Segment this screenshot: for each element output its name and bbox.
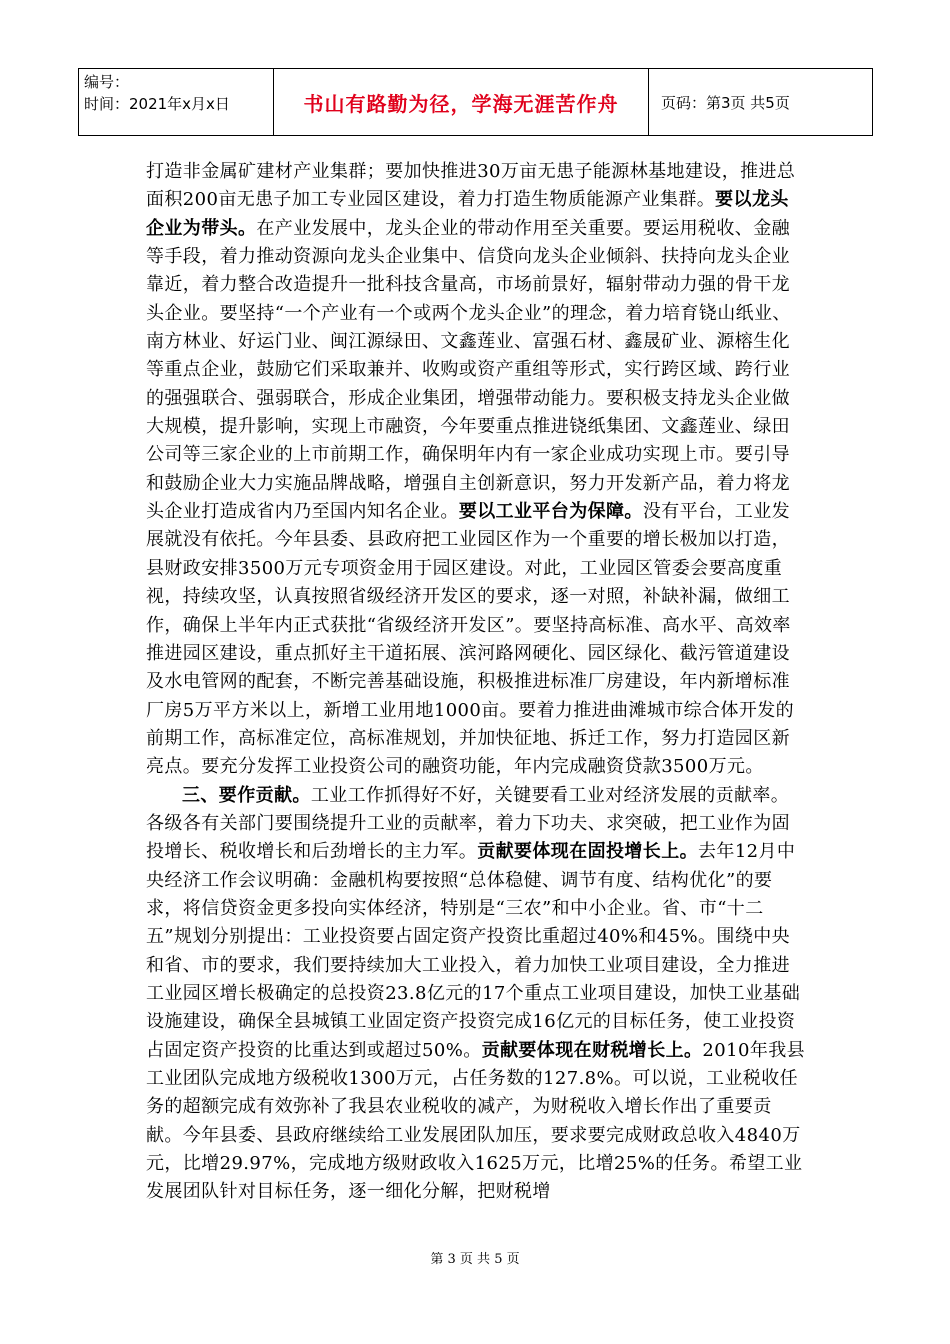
paragraph-1 [146, 158, 806, 782]
text-run: 2010年我县工业团队完成地方级税收1300万元，占任务数的127.8%。可以说，工业税收任务的超额完成有效弥补了我县农业税收的减产，为财税收入增长作出了重要贡献。今年县委、县政府继续给工业发展团队加压，要求要完成财政总收入4840万元，比增29.97%，完成地方级财政收入1625万元，比增25%的任务。希望工业发展团队针对目标任务，逐一细化分解，把财税增 [146, 1039, 806, 1203]
page-header [78, 68, 873, 136]
header-page-number: 页码：第3页 共5页 [661, 93, 790, 112]
page-footer: 第 3 页 共 5 页 [430, 1252, 520, 1267]
paragraph-2 [146, 782, 806, 1207]
text-run: 工业工作抓得好不好，关键要看工业对经济发展的贡献率。各级各有关部门要围绕提升工业的贡献率，着力下功夫、求突破，把工业作为固投增长、税收增长和后劲增长的主力军。 [146, 784, 790, 863]
number-label: 编号： [84, 73, 130, 91]
bold-heading-leading-enterprises: 要以龙头企业为带头。 [146, 189, 789, 239]
text-run: 在产业发展中，龙头企业的带动作用至关重要。要运用税收、金融等手段，着力推动资源向龙头企业集中、信贷向龙头企业倾斜、扶持向龙头企业靠近，着力整合改造提升一批科技含量高，市场前景好，辐射带动力强的骨干龙头企业。要坚持“一个产业有一个或两个龙头企业”的理念，着力培育铙山纸业、南方林业、好运门业、闽江源绿田、文鑫莲业、富强石材、鑫晟矿业、源榕生化等重点企业，鼓励它们采取兼并、收购或资产重组等形式，实行跨区域、跨行业的强强联合、强弱联合，形成企业集团，增强带动能力。要积极支持龙头企业做大规模，提升影响，实现上市融资，今年要重点推进铙纸集团、文鑫莲业、绿田公司等三家企业的上市前期工作，确保明年内有一家企业成功实现上市。要引导和鼓励企业大力实施品牌战略，增强自主创新意识，努力开发新产品，着力将龙头企业打造成省内乃至国内知名企业。 [146, 217, 791, 523]
bold-heading-industrial-platform: 要以工业平台为保障。 [458, 501, 643, 523]
bold-heading-fiscal-tax: 贡献要体现在财税增长上。 [481, 1039, 703, 1061]
text-run: 没有平台，工业发展就没有依托。今年县委、县政府把工业园区作为一个重要的增长极加以打造，县财政安排3500万元专项资金用于园区建设。对此，工业园区管委会要高度重视，持续攻坚，认真按照省级经济开发区的要求，逐一对照，补缺补漏，做细工作，确保上半年内正式获批“省级经济开发区”。要坚持高标准、高水平、高效率推进园区建设，重点抓好主干道拓展、滨河路网硬化、园区绿化、截污管道建设及水电管网的配套，不断完善基础设施，积极推进标准厂房建设，年内新增标准厂房5万平方米以上，新增工业用地1000亩。要着力推进曲滩城市综合体开发的前期工作，高标准定位，高标准规划，并加快征地、拆迁工作，努力打造园区新亮点。要充分发挥工业投资公司的融资功能，年内完成融资贷款3500万元。 [146, 501, 795, 778]
document-body [146, 158, 806, 1207]
bold-heading-fixed-investment: 贡献要体现在固投增长上。 [477, 841, 699, 863]
text-run: 去年12月中央经济工作会议明确：金融机构要按照“总体稳健、调节有度、结构优化”的要求，将信贷资金更多投向实体经济，特别是“三农”和中小企业。省、市“十二五”规划分别提出：工业投资要占固定资产投资比重超过40%和45%。围绕中央和省、市的要求，我们要持续加大工业投入，着力加快工业项目建设，全力推进工业园区增长极确定的总投资23.8亿元的17个重点工业项目建设，加快工业基础设施建设，确保全县城镇工业固定资产投资完成16亿元的目标任务，使工业投资占固定资产投资的比重达到或超过50%。 [146, 841, 801, 1061]
header-meta [79, 69, 274, 135]
date-label: 时间：2021年x月x日 [84, 95, 230, 113]
section-heading-contribution: 三、要作贡献。 [182, 784, 311, 806]
text-run: 打造非金属矿建材产业集群；要加快推进30万亩无患子能源林基地建设，推进总面积200亩无患子加工专业园区建设，着力打造生物质能源产业集群。 [146, 161, 796, 211]
header-motto: 书山有路勤为径，学海无涯苦作舟 [274, 69, 649, 135]
